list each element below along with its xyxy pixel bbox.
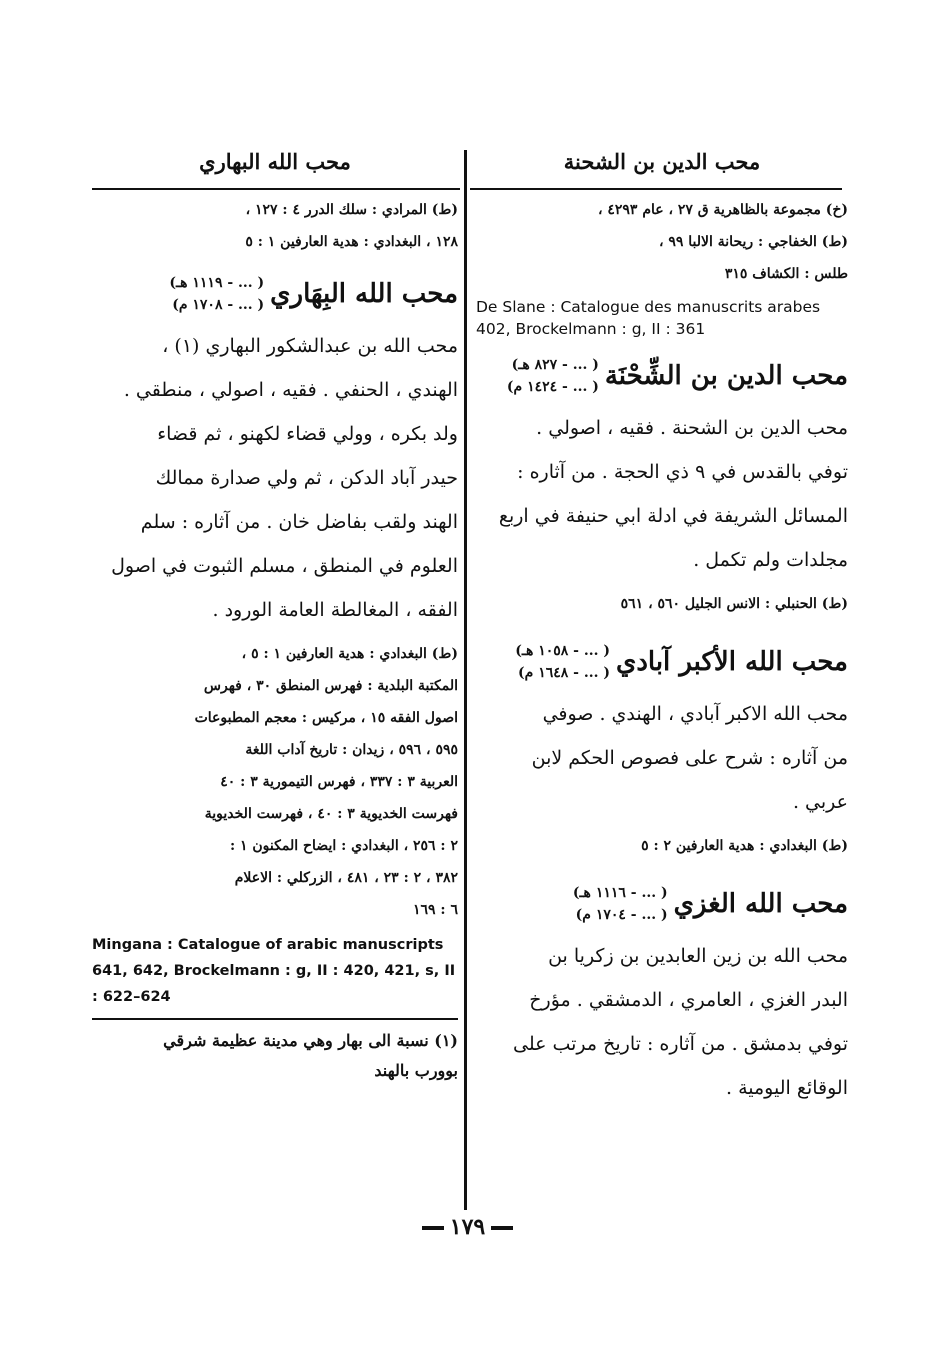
entry-reference: (ط) البغدادي : هدية العارفين ٢ : ٥ <box>641 838 848 854</box>
gregorian-date: ( ... - ١٤٢٤ م) <box>506 379 599 395</box>
entry-body-line: من آثاره : شرح على فصوص الحكم لابن <box>531 747 848 769</box>
hijri-date: ( ... - ٨٢٧ هـ) <box>511 357 599 373</box>
entry-body-line: محب الله بن عبدالشكور البهاري (١) ، <box>162 335 458 357</box>
entry-dates <box>507 354 599 398</box>
gregorian-date: ( ... - ١٦٤٨ م) <box>518 665 610 681</box>
ref-line: (خ) مجموعة بالظاهرية ق ٢٧ ، عام ٤٢٩٣ ، <box>597 202 848 218</box>
entry-body-line: العلوم في المنطق ، مسلم الثبوت في اصول <box>111 555 458 577</box>
ref-line: (ط) البغدادي : هدية العارفين ١ : ٥ ، <box>241 646 458 662</box>
ref-line: ١٢٨ ، البغدادي : هدية العارفين ١ : ٥ <box>245 234 458 250</box>
right-column-title: محب الدين بن الشحنة <box>563 149 761 174</box>
entry-body-line: المسائل الشريفة في ادلة ابي حنيفة في اربع <box>498 505 848 527</box>
latin-reference: Mingana : Catalogue of arabic manuscripts 641, 642, Brockelmann : g, II : 420, 421, s, II : 622–624 <box>92 937 456 1005</box>
entry-body-line: الفقه ، المغالطة العامة الورود . <box>212 599 458 621</box>
entry-body-line: ولد بكره ، وولي قضاء لكهنو ، ثم قضاء <box>157 423 458 445</box>
entry-heading <box>476 882 848 926</box>
entry-name: محب الله الأكبر آبادي <box>615 647 848 677</box>
footnote-separator <box>92 1018 458 1020</box>
ref-line: ٢ : ٢٥٦ ، البغدادي : ايضاح المكنون ١ : <box>229 838 458 854</box>
footnote-line: بوورب بالهند <box>374 1061 458 1080</box>
entry-heading <box>476 640 848 684</box>
entry-body-line: محب الدين بن الشحنة . فقيه ، اصولي . <box>536 417 848 439</box>
latin-reference: De Slane : Catalogue des manuscrits arabes 402, Brockelmann : g, II : 361 <box>476 298 821 338</box>
dash-right <box>491 1226 513 1230</box>
entry-dates <box>169 272 264 316</box>
entry-dates <box>515 640 610 684</box>
entry-reference: (ط) الحنبلي : الانس الجليل ٥٦٠ ، ٥٦١ <box>620 596 848 612</box>
ref-line: ٣٨٢ ، ٢ : ٢٣ ، ٤٨١ ، الزركلي : الاعلام <box>234 870 458 886</box>
ref-line: اصول الفقه ١٥ ، مركيس : معجم المطبوعات <box>194 710 458 726</box>
ref-line: العربية ٣ : ٣٣٧ ، فهرس التيمورية ٣ : ٤٠ <box>220 774 458 790</box>
entry-name: محب الله الغزي <box>673 889 848 919</box>
left-column <box>92 140 458 1086</box>
gregorian-date: ( ... - ١٧٠٨ م) <box>172 297 265 313</box>
ref-line: (ط) المرادي : سلك الدرر ٤ : ١٢٧ ، <box>245 202 458 218</box>
entry-body-line: الهندي ، الحنفي . فقيه ، اصولي ، منطقي . <box>123 379 458 401</box>
left-column-title: محب الله البهاري <box>199 149 351 174</box>
ref-line: (ط) الخفاجي : ريحانة الالبا ٩٩ ، <box>658 234 848 250</box>
entry-body-line: محب الله الاكبر آبادي ، الهندي . صوفي <box>542 703 848 725</box>
entry-name: محب الدين بن الشِّحْنَة <box>604 361 848 391</box>
entry-body-line: مجلدات ولم تكمل . <box>693 549 848 571</box>
entry-heading <box>476 354 848 398</box>
entry-name: محب الله البِهَاري <box>270 279 458 309</box>
hijri-date: ( ... - ١٠٥٨ هـ) <box>515 643 610 659</box>
column-divider <box>464 150 467 1210</box>
entry-body-line: توفي بدمشق . من آثاره : تاريخ مرتب على <box>512 1033 848 1055</box>
page-number <box>0 1214 935 1240</box>
entry-body-line: البدر الغزي ، العامري ، الدمشقي . مؤرخ <box>529 989 848 1011</box>
entry-body-line: محب الله بن زين العابدين بن زكريا بن <box>548 945 848 967</box>
ref-line: فهرست الخديوية ٣ : ٤٠ ، فهرست الخديوية <box>204 806 458 822</box>
entry-body-line: حيدر آباد الدكن ، ثم ولي صدارة ممالك <box>155 467 458 489</box>
hijri-date: ( ... - ١١١٦ هـ) <box>572 885 668 901</box>
entry-body-line: توفي بالقدس في ٩ ذي الحجة . من آثاره : <box>517 461 848 483</box>
entry-heading <box>92 272 458 316</box>
ref-line: المكتبة البلدية : فهرس المنطق ٣٠ ، فهرس <box>203 678 458 694</box>
dash-left <box>422 1226 444 1230</box>
footnote-line: (١) نسبة الى بهار وهي مدينة عظيمة شرقي <box>163 1031 458 1050</box>
ref-line: ٦ : ١٦٩ <box>412 902 458 918</box>
page-number-text: ١٧٩ <box>449 1214 486 1240</box>
entry-body-line: الهند ولقب بفاضل خان . من آثاره : سلم <box>140 511 458 533</box>
ref-line: ٥٩٥ ، ٥٩٦ ، زيدان : تاريخ آداب اللغة <box>245 742 458 758</box>
gregorian-date: ( ... - ١٧٠٤ م) <box>575 907 668 923</box>
entry-body-line: الوقائع اليومية . <box>726 1077 848 1099</box>
entry-body-line: عربي . <box>792 791 848 813</box>
entry-dates <box>573 882 668 926</box>
hijri-date: ( ... - ١١١٩ هـ) <box>169 275 265 291</box>
ref-line: طلس : الكشاف ٣١٥ <box>724 266 848 282</box>
right-column <box>476 140 848 1110</box>
